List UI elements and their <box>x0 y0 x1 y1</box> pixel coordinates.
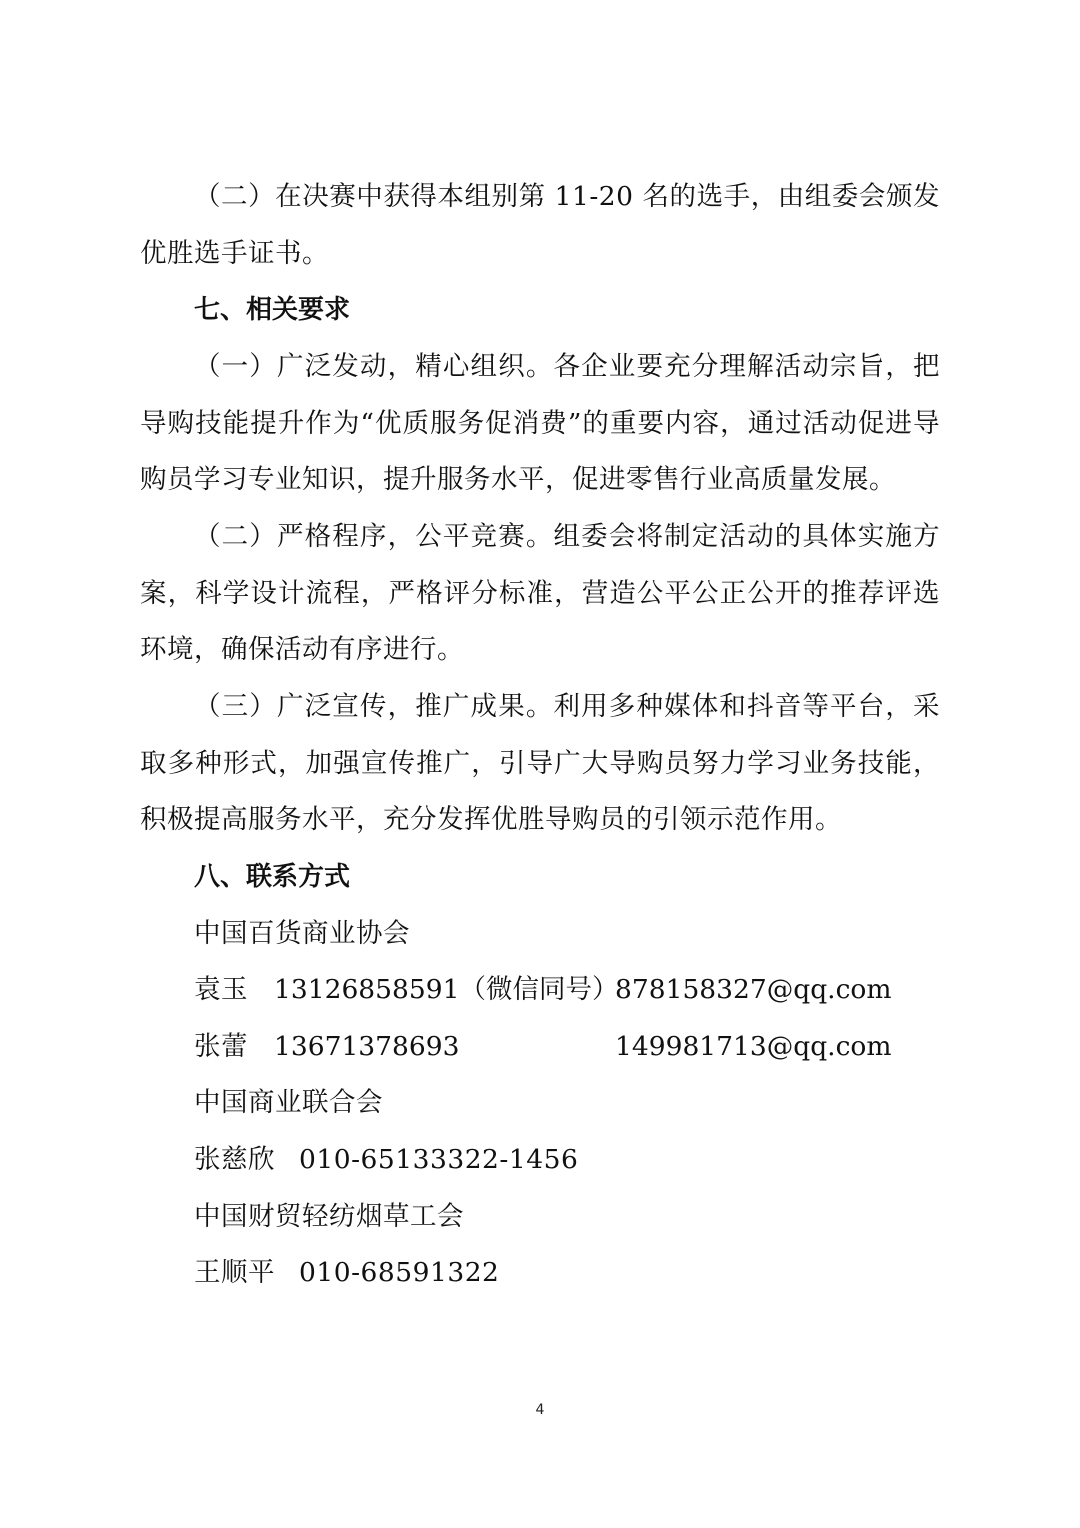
contact-phone: 010-65133322-1456 <box>299 1144 579 1175</box>
contact-name: 袁玉 <box>194 974 248 1005</box>
contact-org-trade-union: 中国财贸轻纺烟草工会 <box>194 1201 464 1232</box>
contact-email: 878158327@qq.com <box>615 974 892 1005</box>
contact-phone: 13671378693 <box>274 1031 460 1062</box>
contact-phone: 010-68591322 <box>299 1257 500 1288</box>
paragraph-requirement-1: （一）广泛发动，精心组织。各企业要充分理解活动宗旨，把导购技能提升作为“优质服务促消费”的重要内容，通过活动促进导购员学习专业知识，提升服务水平，促进零售行业高质量发展。 <box>140 351 940 496</box>
section-heading-requirements: 七、相关要求 <box>194 295 351 325</box>
contact-name: 张慈欣 <box>194 1144 275 1175</box>
contact-row-zhang-cixin <box>194 1132 578 1189</box>
section-heading-contacts: 八、联系方式 <box>194 862 351 892</box>
page-number: 4 <box>535 1402 545 1418</box>
paragraph-requirement-3: （三）广泛宣传，推广成果。利用多种媒体和抖音等平台，采取多种形式，加强宣传推广，引导广大导购员努力学习业务技能，积极提高服务水平，充分发挥优胜导购员的引领示范作用。 <box>140 691 940 836</box>
contact-row-wang-shunping <box>194 1245 499 1302</box>
contact-row-zhang-lei <box>194 1019 954 1076</box>
paragraph-requirement-2: （二）严格程序，公平竞赛。组委会将制定活动的具体实施方案，科学设计流程，严格评分标准，营造公平公正公开的推荐评选环境，确保活动有序进行。 <box>140 521 940 666</box>
contact-org-commerce-federation: 中国商业联合会 <box>194 1087 383 1118</box>
paragraph-award-second-tier: （二）在决赛中获得本组别第 11-20 名的选手，由组委会颁发优胜选手证书。 <box>140 181 940 269</box>
contact-name: 王顺平 <box>194 1257 275 1288</box>
contact-row-yuan-yu <box>194 962 954 1019</box>
contact-org-department-store: 中国百货商业协会 <box>194 918 410 949</box>
contact-email: 149981713@qq.com <box>615 1031 892 1062</box>
contact-name: 张蕾 <box>194 1031 248 1062</box>
contact-phone: 13126858591（微信同号） <box>274 974 619 1005</box>
